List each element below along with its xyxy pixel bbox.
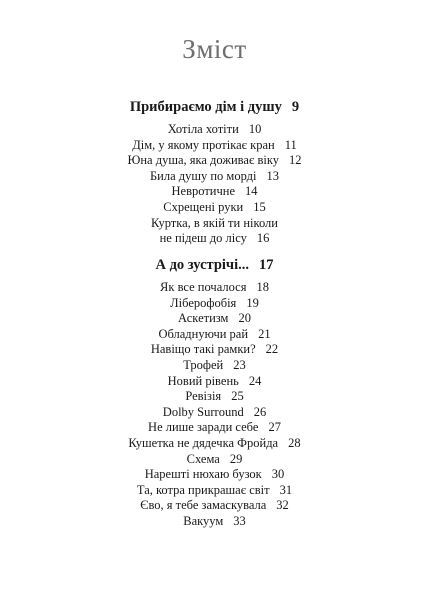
toc-entry	[0, 483, 429, 499]
entry-page-number: 24	[248, 373, 262, 388]
entry-title: Аскетизм	[178, 311, 229, 326]
toc-entry	[0, 420, 429, 436]
toc-section-1	[0, 96, 429, 247]
entry-title: Трофей	[183, 357, 224, 372]
toc-entry	[0, 153, 429, 169]
page-title: Зміст	[182, 34, 247, 64]
entry-page-number: 26	[253, 404, 267, 419]
entry-page-number: 14	[245, 184, 258, 199]
entry-title: Кушетка не дядечка Фройда	[128, 435, 279, 450]
section-heading	[0, 254, 429, 276]
toc-entry	[0, 436, 429, 452]
toc-entry	[0, 311, 429, 327]
toc-entry	[0, 374, 429, 390]
section-title: А до зустрічі...	[155, 257, 250, 273]
entry-title: Схрещені руки	[163, 199, 244, 214]
entry-title: Не лише заради себе	[148, 420, 259, 435]
entry-title: Дім, у якому протікає кран	[132, 137, 275, 152]
section-page-number: 9	[291, 99, 300, 115]
entry-page-number: 15	[253, 199, 266, 214]
entry-title: Вакуум	[183, 513, 224, 528]
entry-page-number: 30	[271, 467, 285, 482]
entry-title: Навіщо такі рамки?	[150, 342, 256, 357]
entry-title: Dolby Surround	[162, 404, 244, 419]
entry-title: Ревізія	[185, 389, 222, 404]
toc-entry	[0, 200, 429, 216]
entry-page-number: 12	[288, 153, 302, 168]
entry-page-number: 13	[266, 168, 280, 183]
entry-page-number: 21	[258, 326, 271, 341]
entry-title: Невротичне	[171, 184, 235, 199]
toc-entry	[0, 514, 429, 530]
section-title: Прибираємо дім і душу	[129, 99, 282, 115]
entry-title: Била душу по морді	[149, 168, 257, 183]
entry-title: Та, котра прикрашає світ	[136, 482, 270, 497]
entry-page-number: 28	[288, 435, 301, 450]
toc-entry	[0, 122, 429, 138]
toc-entry	[0, 342, 429, 358]
entry-page-number: 23	[233, 357, 246, 372]
entry-page-number: 20	[238, 311, 251, 326]
toc-entry	[0, 184, 429, 200]
entry-title: Юна душа, яка доживає віку	[127, 153, 279, 168]
entry-title: Новий рівень	[167, 373, 239, 388]
entry-title-line-2: не підеш до лісу	[159, 231, 247, 246]
toc-entry	[0, 280, 429, 296]
toc-entry-multiline	[0, 216, 429, 247]
entry-title: Обладнуючи рай	[158, 326, 249, 341]
entry-title: Хотіла хотіти	[167, 122, 239, 136]
toc-entry	[0, 169, 429, 185]
toc-entry	[0, 467, 429, 483]
toc-entry	[0, 327, 429, 343]
entry-title: Ліберофобія	[170, 295, 237, 310]
entry-page-number: 29	[229, 451, 243, 466]
entry-page-number: 32	[276, 498, 289, 513]
section-page-number: 17	[259, 257, 274, 273]
toc-section-2	[0, 254, 429, 530]
toc-entry	[0, 498, 429, 514]
entry-title: Схема	[186, 451, 220, 466]
entry-title: Нарешті нюхаю бузок	[144, 467, 262, 482]
toc-entry	[0, 296, 429, 312]
entry-title: Єво, я тебе замаскувала	[140, 498, 267, 513]
toc-entry	[0, 452, 429, 468]
entry-page-number: 25	[231, 389, 244, 404]
toc-entry	[0, 405, 429, 421]
toc-entry	[0, 138, 429, 154]
entry-title-line-1: Куртка, в якій ти ніколи	[151, 215, 278, 230]
entry-page-number: 27	[268, 420, 281, 435]
entry-page-number: 10	[248, 122, 262, 136]
entry-page-number: 19	[246, 295, 259, 310]
section-heading	[0, 96, 429, 118]
entry-page-number: 18	[256, 280, 269, 294]
toc-entry	[0, 358, 429, 374]
entry-page-number: 31	[279, 482, 293, 497]
toc-entry	[0, 389, 429, 405]
entry-page-number: 16	[256, 231, 270, 246]
entry-page-number: 11	[284, 137, 297, 152]
entry-page-number: 22	[265, 342, 279, 357]
entry-page-number: 33	[233, 513, 246, 528]
entry-title: Як все почалося	[160, 280, 247, 294]
